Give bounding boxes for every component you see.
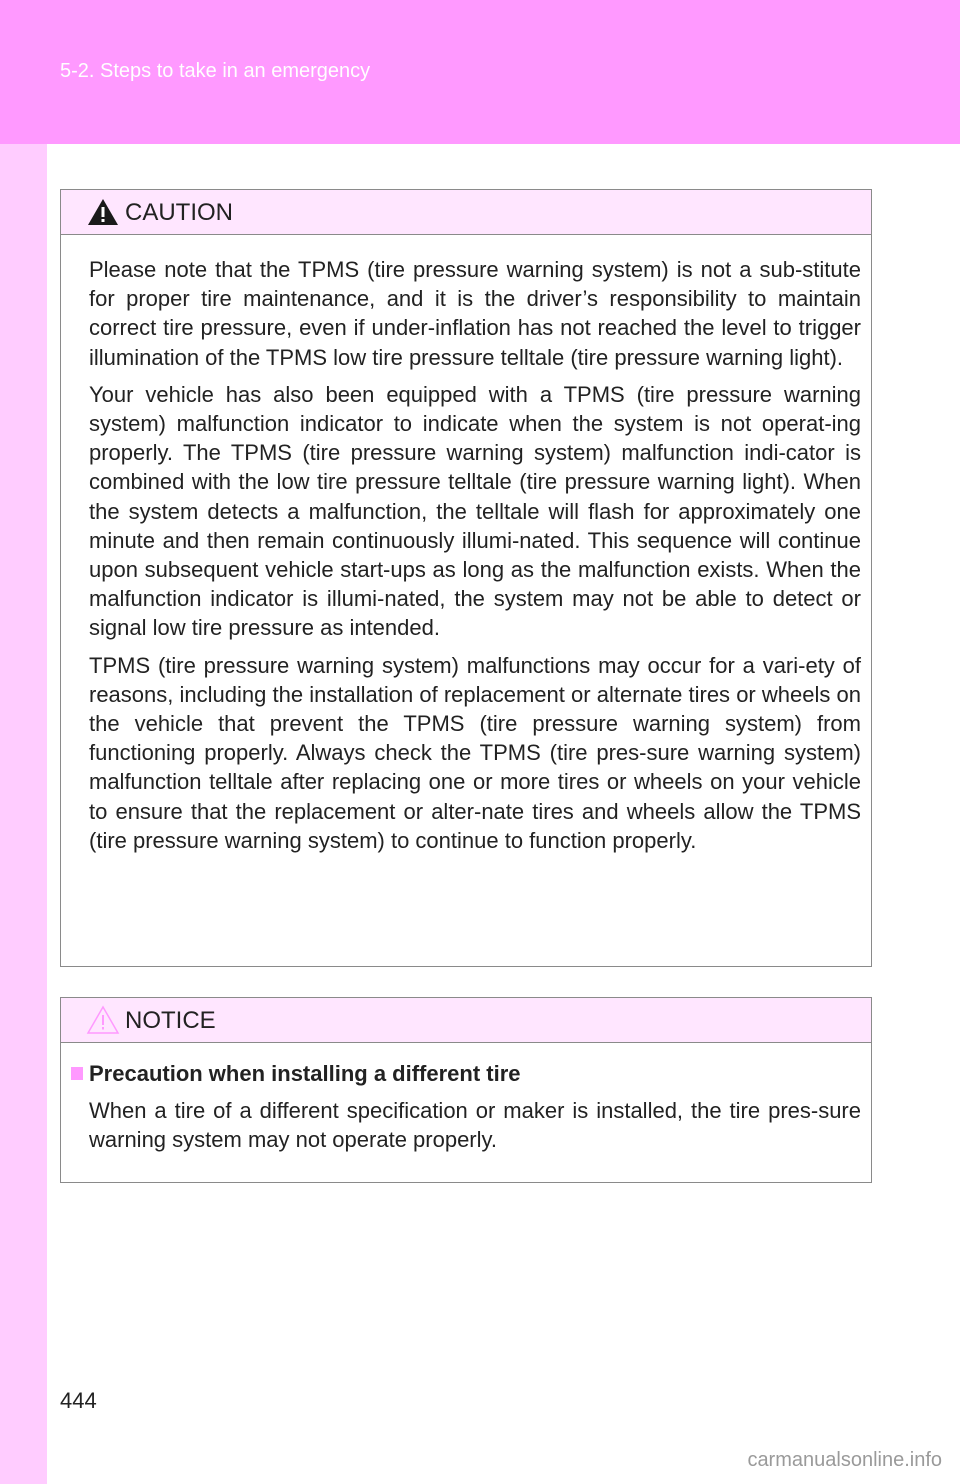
- notice-item-heading: [71, 1059, 861, 1088]
- notice-box: [60, 997, 872, 1183]
- notice-heading-text: Precaution when installing a different tire: [89, 1061, 521, 1086]
- warning-icon: [85, 196, 121, 228]
- notice-title: NOTICE: [125, 1007, 216, 1034]
- caution-paragraph: TPMS (tire pressure warning system) malfunctions may occur for a vari-ety of reasons, including the installation of replacement or alternate tires or wheels on the vehicle that prevent the TPMS (tire pressure warning system) from functioning properly. Always check the TPMS (tire pres-sure warning system) malfunction telltale after replacing one or more tires or wheels on your vehicle to ensure that the replacement or alter-nate tires and wheels allow the TPMS (tire pressure warning system) to continue to function properly.: [89, 652, 861, 853]
- notice-item: [61, 1043, 871, 1155]
- section-title: 5-2. Steps to take in an emergency: [60, 60, 371, 82]
- caution-paragraph: Your vehicle has also been equipped with a TPMS (tire pressure warning system) malfunction indicator to indicate when the system is not operat-ing properly. The TPMS (tire pressure warning system) malfunction indi-cator is combined with the low tire pressure telltale (tire pressure warning light). When the system detects a malfunction, the telltale will flash for approximately one minute and then remain continuously illumi-nated. This sequence will continue upon subsequent vehicle start-ups as long as the malfunction exists. When the malfunction indicator is illumi-nated, the system may not be able to detect or signal low tire pressure as intended.: [89, 381, 861, 641]
- caution-paragraph: Please note that the TPMS (tire pressure warning system) is not a sub-stitute for proper tire maintenance, and it is the driver’s responsibility to maintain correct tire pressure, even if under-inflation has not reached the level to trigger illumination of the TPMS low tire pressure telltale (tire pressure warning light).: [89, 257, 861, 370]
- square-bullet-icon: [71, 1067, 83, 1080]
- notice-header: [61, 998, 871, 1043]
- header-band: [0, 0, 960, 144]
- caution-body: [61, 235, 871, 855]
- page-number: 444: [60, 1388, 97, 1413]
- watermark: carmanualsonline.info: [747, 1449, 942, 1471]
- caution-box: [60, 189, 872, 967]
- notice-item-text: When a tire of a different specification or maker is installed, the tire pres-sure warning system may not operate properly.: [89, 1098, 861, 1153]
- warning-outline-icon: [85, 1004, 121, 1036]
- caution-header: [61, 190, 871, 235]
- left-margin-strip: [0, 144, 47, 1484]
- caution-title: CAUTION: [125, 199, 233, 226]
